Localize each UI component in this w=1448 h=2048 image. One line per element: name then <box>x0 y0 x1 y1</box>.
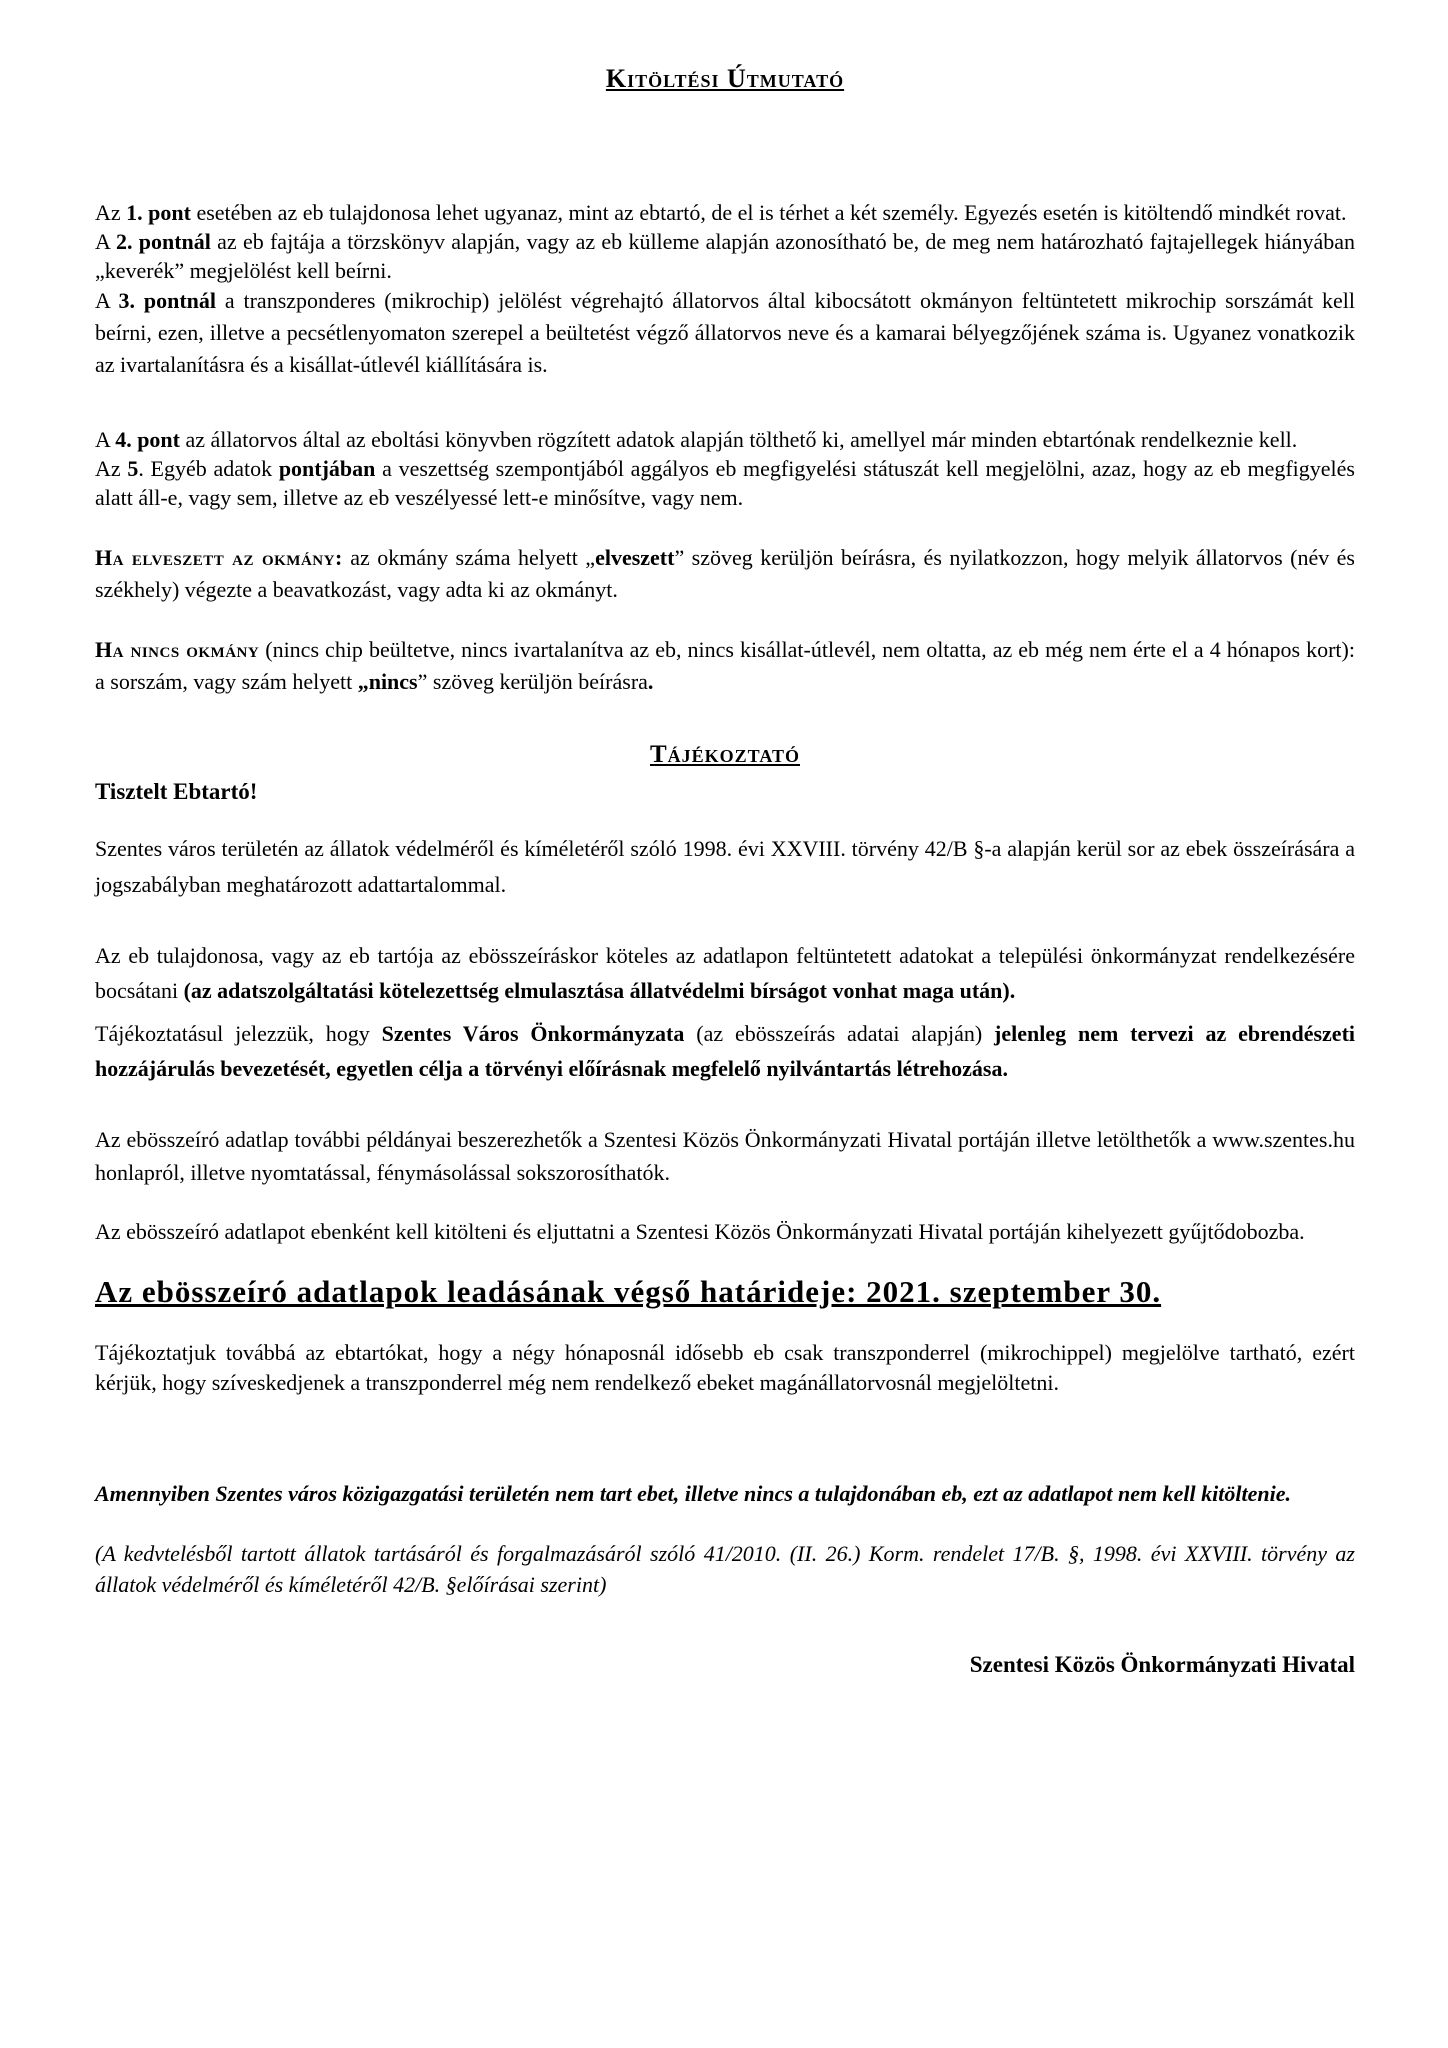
salutation: Tisztelt Ebtartó! <box>95 779 258 805</box>
deadline-heading: Az ebösszeíró adatlapok leadásának végső határideje: 2021. szeptember 30. <box>95 1273 1162 1309</box>
guide-no-document-note: Ha nincs okmány (nincs chip beültetve, nincs ivartalanítva az eb, nincs kisállat-útlevél, nem oltatta, az eb még nem érte el a 4 hónapos kort): a sorszám, vagy szám helyett „nincs” szöveg kerüljön beírásra. <box>95 636 1355 694</box>
guide-lost-document-note: Ha elveszett az okmány: az okmány száma helyett „elveszett” szöveg kerüljön beírásra, és nyilatkozzon, hogy melyik állatorvos (név és székhely) végezte a beavatkozást, vagy adta ki az okmányt. <box>95 544 1355 602</box>
form-copies-paragraph: Az ebösszeíró adatlap további példányai beszerezhetők a Szentesi Közös Önkormányzati Hivatal portáján illetve letölthetők a www.szentes.hu honlapról, illetve nyomtatással, fénymásolással sokszorosíthatók. <box>95 1126 1355 1185</box>
transponder-paragraph: Tájékoztatjuk továbbá az ebtartókat, hogy a négy hónaposnál idősebb eb csak transzponderrel (mikrochippel) megjelölve tartható, ezért kérjük, hogy szíveskedjenek a transzponderrel még nem rendelkező ebeket magánállatorvosnál megjelöltetni. <box>95 1339 1355 1395</box>
legal-reference: (A kedvtelésből tartott állatok tartásáról és forgalmazásáról szóló 41/2010. (II. 26.) Korm. rendelet 17/B. §, 1998. évi XXVIII. törvény az állatok védelméről és kíméletéről 42/B. §előírásai szerint) <box>95 1541 1355 1597</box>
census-law-paragraph: Szentes város területén az állatok védelméről és kíméletéről szóló 1998. évi XXVIII. törvény 42/B §-a alapján kerül sor az ebek összeírására a jogszabályban meghatározott adattartalommal. <box>95 836 1355 897</box>
guide-point-4: A 4. pont az állatorvos által az eboltási könyvben rögzített adatok alapján tölthető ki, amellyel már minden ebtartónak rendelkeznie kell. <box>95 426 1298 452</box>
guide-title: Kitöltési Útmutató <box>605 64 845 93</box>
form-submission-paragraph: Az ebösszeíró adatlapot ebenként kell kitölteni és eljuttatni a Szentesi Közös Önkormányzati Hivatal portáján kihelyezett gyűjtődobozba. <box>95 1218 1305 1244</box>
guide-point-3: A 3. pontnál a transzponderes (mikrochip) jelölést végrehajtó állatorvos által kibocsátott okmányon feltüntetett mikrochip sorszámát kell beírni, ezen, illetve a pecsétlenyomaton szerepel a beültetést végző állatorvos neve és a kamarai bélyegzőjének száma is. Ugyanez vonatkozik az ivartalanításra és a kisállat-útlevél kiállítására is. <box>95 288 1355 377</box>
guide-point-5: Az 5. Egyéb adatok pontjában a veszettség szempontjából aggályos eb megfigyelési státuszát kell megjelölni, azaz, hogy az eb megfigyelés alatt áll-e, vagy sem, illetve az eb veszélyessé lett-e minősítve, vagy nem. <box>95 455 1355 510</box>
guide-point-2: A 2. pontnál az eb fajtája a törzskönyv alapján, vagy az eb külleme alapján azonosítható be, de meg nem határozható fajtajellegek hiányában „keverék” megjelölést kell beírni. <box>95 229 1355 284</box>
guide-point-1: Az 1. pont esetében az eb tulajdonosa lehet ugyanaz, mint az ebtartó, de el is térhet a két személy. Egyezés esetén is kitöltendő mindkét rovat. <box>95 200 1347 225</box>
signature: Szentesi Közös Önkormányzati Hivatal <box>969 1652 1355 1678</box>
notice-title: Tájékoztató <box>649 741 801 769</box>
exemption-note: Amennyiben Szentes város közigazgatási területén nem tart ebet, illetve nincs a tulajdonában eb, ezt az adatlapot nem kell kitöltenie. <box>95 1481 1291 1507</box>
no-dog-tax-paragraph: Tájékoztatásul jelezzük, hogy Szentes Város Önkormányzata (az ebösszeírás adatai alapján) jelenleg nem tervezi az ebrendészeti hozzájárulás bevezetését, egyetlen célja a törvényi előírásnak megfelelő nyilvántartás létrehozása. <box>95 1021 1356 1082</box>
data-obligation-paragraph: Az eb tulajdonosa, vagy az eb tartója az ebösszeíráskor köteles az adatlapon feltüntetett adatokat a települési önkormányzat rendelkezésére bocsátani (az adatszolgáltatási kötelezettség elmulasztása állatvédelmi bírságot vonhat maga után). <box>95 942 1355 1003</box>
